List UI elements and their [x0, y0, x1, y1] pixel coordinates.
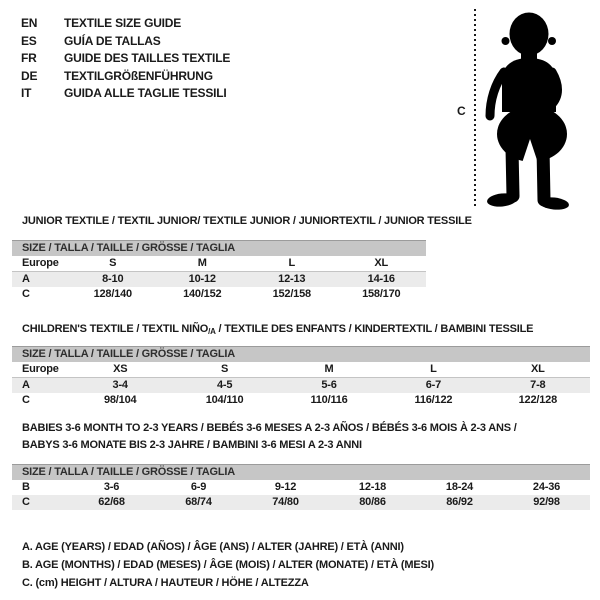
value-cell: 86/92	[446, 496, 473, 508]
size-cell: L	[288, 257, 296, 269]
value-cell: 116/122	[414, 394, 453, 406]
table-row-b	[12, 480, 590, 495]
table-row-c	[12, 393, 590, 408]
value-cell: 122/128	[518, 394, 558, 406]
children-title-sub: /A	[208, 327, 216, 336]
children-title-post: / TEXTILE DES ENFANTS / KINDERTEXTIL / BAMBINI TESSILE	[215, 323, 534, 335]
babies-size-table	[12, 464, 590, 510]
value-cell: 110/116	[310, 394, 348, 406]
value-cell: 98/104	[103, 394, 137, 406]
language-title: GUIDA ALLE TAGLIE TESSILI	[64, 86, 227, 100]
value-cell: 74/80	[272, 496, 299, 508]
language-list	[21, 15, 230, 103]
row-label: C	[22, 394, 30, 406]
language-title: TEXTILE SIZE GUIDE	[64, 16, 182, 30]
value-cell: 158/170	[362, 288, 401, 300]
language-code: DE	[21, 68, 38, 83]
region-row	[12, 256, 426, 272]
size-cell: XL	[531, 363, 545, 375]
value-cell: 24-36	[532, 481, 561, 493]
size-cell: M	[324, 363, 334, 375]
height-dotted-line	[474, 9, 476, 208]
legend-line-c: C. (cm) HEIGHT / ALTURA / HAUTEUR / HÖHE / ALTEZZA	[22, 577, 309, 589]
junior-table-title: JUNIOR TEXTILE / TEXTIL JUNIOR/ TEXTILE JUNIOR / JUNIORTEXTIL / JUNIOR TESSILE	[22, 215, 472, 227]
size-header-bar: SIZE / TALLA / TAILLE / GRÖSSE / TAGLIA	[12, 346, 590, 362]
region-label: Europe	[22, 363, 59, 375]
babies-table-title	[22, 420, 517, 453]
babies-title-line2: BABYS 3-6 MONATE BIS 2-3 JAHRE / BAMBINI 3-6 MESI A 2-3 ANNI	[22, 438, 362, 451]
table-row-a	[12, 272, 426, 287]
value-cell: 14-16	[367, 273, 395, 285]
value-cell: 152/158	[272, 288, 311, 300]
row-label: B	[22, 481, 30, 493]
size-header-bar: SIZE / TALLA / TAILLE / GRÖSSE / TAGLIA	[12, 240, 426, 256]
value-cell: 3-6	[103, 481, 120, 493]
language-title: TEXTILGRÖßENFÜHRUNG	[64, 68, 213, 83]
value-cell: 3-4	[112, 379, 128, 391]
language-row-it	[21, 85, 230, 103]
language-title: GUIDE DES TAILLES TEXTILE	[64, 51, 231, 65]
size-cell: M	[197, 257, 207, 269]
babies-title-line1: BABIES 3-6 MONTH TO 2-3 YEARS / BEBÉS 3-6 MESES A 2-3 AÑOS / BÉBÉS 3-6 MOIS À 2-3 ANS /	[22, 422, 517, 434]
language-row-es	[21, 33, 230, 51]
value-cell: 62/68	[98, 496, 125, 508]
children-table-title	[22, 321, 533, 341]
value-cell: 92/98	[533, 496, 560, 508]
row-label: C	[22, 496, 30, 508]
size-cell: XL	[374, 257, 389, 269]
legend-line-b: B. AGE (MONTHS) / EDAD (MESES) / ÂGE (MOIS) / ALTER (MONATE) / ETÀ (MESI)	[22, 559, 434, 571]
language-code: EN	[21, 16, 38, 30]
language-code: FR	[21, 51, 37, 65]
table-row-c	[12, 495, 590, 510]
language-title: GUÍA DE TALLAS	[64, 33, 161, 48]
language-row-fr	[21, 50, 230, 68]
children-size-table	[12, 346, 590, 408]
junior-size-table	[12, 240, 426, 302]
row-label: A	[22, 273, 30, 285]
size-cell: S	[221, 363, 229, 375]
language-row-en	[21, 15, 230, 33]
table-row-a	[12, 378, 590, 393]
value-cell: 12-18	[358, 481, 387, 493]
size-header-bar: SIZE / TALLA / TAILLE / GRÖSSE / TAGLIA	[12, 464, 590, 480]
size-cell: L	[430, 363, 437, 375]
row-label: C	[22, 288, 30, 300]
value-cell: 12-13	[278, 273, 306, 285]
value-cell: 68/74	[185, 496, 212, 508]
value-cell: 104/110	[205, 394, 244, 406]
value-cell: 7-8	[530, 379, 546, 391]
baby-silhouette-icon	[480, 10, 570, 210]
value-cell: 4-5	[216, 379, 233, 391]
value-cell: 6-9	[190, 481, 207, 493]
value-cell: 5-6	[321, 379, 337, 391]
value-cell: 18-24	[445, 481, 474, 493]
table-row-c	[12, 287, 426, 302]
value-cell: 6-7	[425, 379, 442, 391]
value-cell: 10-12	[188, 273, 216, 285]
row-label: A	[22, 379, 30, 391]
legend	[22, 538, 434, 592]
size-cell: XS	[113, 363, 128, 375]
size-cell: S	[109, 257, 117, 269]
value-cell: 128/140	[93, 288, 132, 300]
region-row	[12, 362, 590, 378]
legend-line-a: A. AGE (YEARS) / EDAD (AÑOS) / ÂGE (ANS) / ALTER (JAHRE) / ETÀ (ANNI)	[22, 541, 404, 553]
language-row-de	[21, 68, 230, 86]
children-title-pre: CHILDREN'S TEXTILE / TEXTIL NIÑO	[22, 323, 209, 335]
value-cell: 9-12	[274, 481, 297, 493]
height-label-c: C	[457, 104, 466, 118]
value-cell: 140/152	[183, 288, 222, 300]
value-cell: 8-10	[102, 273, 124, 285]
language-code: IT	[21, 86, 32, 100]
region-label: Europe	[22, 257, 59, 269]
language-code: ES	[21, 33, 37, 48]
value-cell: 80/86	[359, 496, 386, 508]
